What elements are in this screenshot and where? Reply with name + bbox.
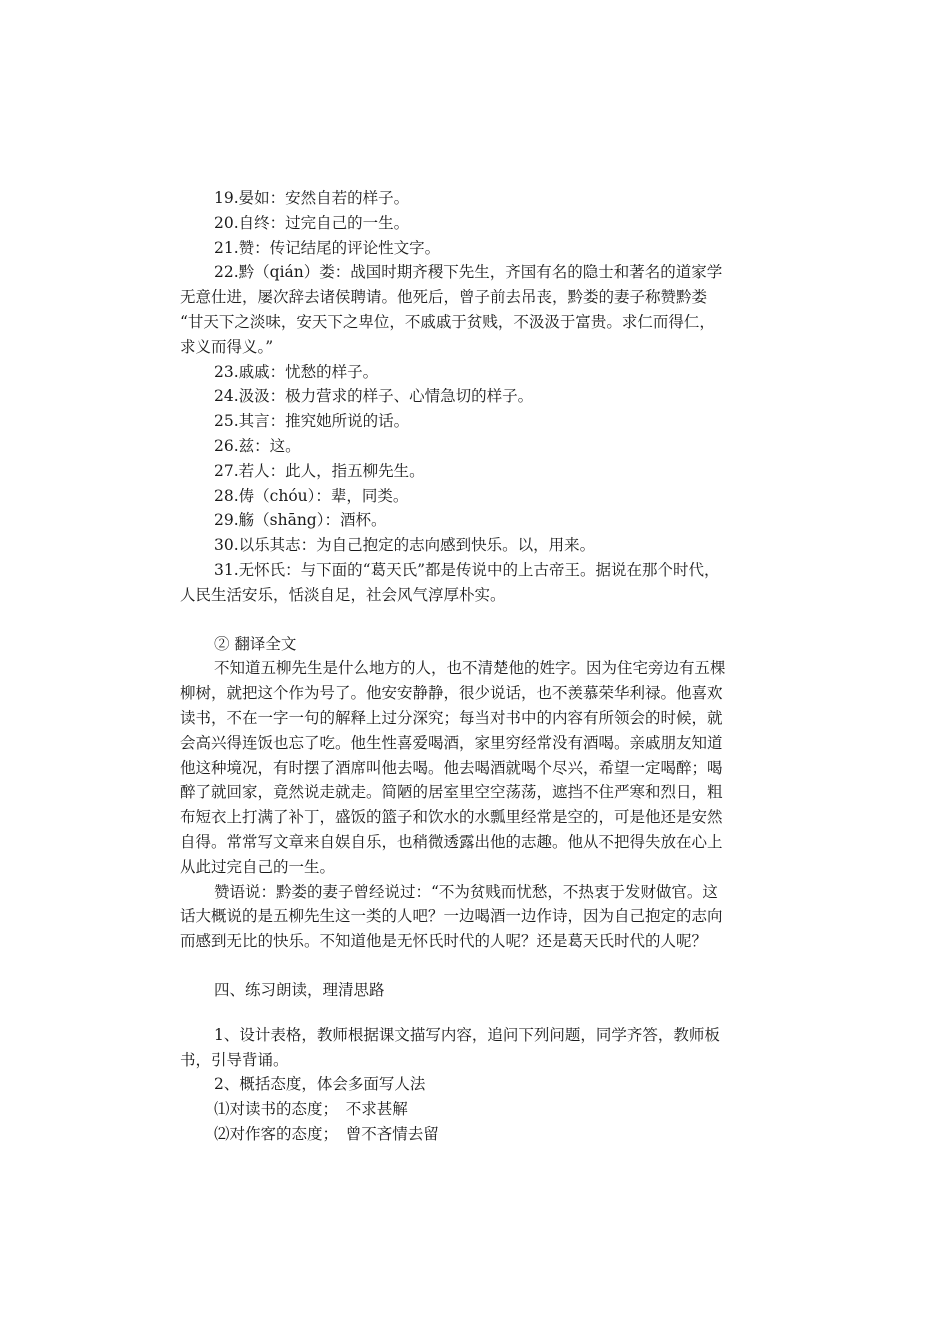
note-26: [180, 434, 780, 459]
spacer: [180, 954, 780, 978]
sub-item: ⑵对作客的态度； 曾不吝情去留: [214, 1124, 439, 1143]
note-27: [180, 459, 780, 484]
note-line: 22.黔（qián）娄：战国时期齐稷下先生，齐国有名的隐士和著名的道家学: [214, 263, 723, 282]
paragraph-line: 话大概说的是五柳先生这一类的人吧？一边喝酒一边作诗，因为自己抱定的志向: [180, 907, 723, 926]
note-line: “甘天下之淡味，安天下之卑位，不戚戚于贫贱，不汲汲于富贵。求仁而得仁，: [180, 312, 715, 331]
note-line: 27.若人：此人，指五柳先生。: [214, 461, 425, 480]
list-item: 2、概括态度，体会多面写人法: [214, 1075, 426, 1094]
paragraph-line: 会高兴得连饭也忘了吃。他生性喜爱喝酒，家里穷经常没有酒喝。亲戚朋友知道: [180, 733, 723, 752]
note-25: [180, 409, 780, 434]
paragraph-line: 醉了就回家，竟然说走就走。简陋的居室里空空荡荡，遮挡不住严寒和烈日，粗: [180, 783, 723, 802]
note-line: 25.其言：推究她所说的话。: [214, 412, 410, 431]
note-line: 19.晏如：安然自若的样子。: [214, 189, 410, 207]
list-item: 1、设计表格，教师根据课文描写内容，追问下列问题，同学齐答，教师板: [214, 1025, 720, 1044]
translation-paragraph-1: [180, 656, 780, 879]
paragraph-line: 他这种境况，有时摆了酒席叫他去喝。他去喝酒就喝个尽兴，希望一定喝醉；喝: [180, 758, 723, 777]
note-20: [180, 211, 780, 236]
note-31: [180, 558, 780, 608]
list-item-continuation: 书，引导背诵。: [180, 1050, 289, 1069]
note-30: [180, 533, 780, 558]
note-21: [180, 236, 780, 261]
note-24: [180, 384, 780, 409]
paragraph-line: 柳树，就把这个作为号了。他安安静静，很少说话，也不羡慕荣华利禄。他喜欢: [180, 684, 723, 703]
note-line: 23.戚戚：忧愁的样子。: [214, 362, 379, 381]
note-line: 21.赞：传记结尾的评论性文字。: [214, 238, 441, 257]
section-heading: 四、练习朗读，理清思路: [214, 980, 385, 999]
paragraph-line: 赞语说：黔娄的妻子曾经说过：“不为贫贱而忧愁，不热衷于发财做官。这: [214, 882, 718, 901]
spacer: [180, 608, 780, 632]
paragraph-line: 读书，不在一字一句的解释上过分深究；每当对书中的内容有所领会的时候，就: [180, 708, 723, 727]
note-line: 29.觞（shāng）：酒杯。: [214, 511, 387, 530]
note-line: 26.兹：这。: [214, 436, 301, 455]
note-line: 24.汲汲：极力营求的样子、心情急切的样子。: [214, 387, 534, 406]
note-19: [180, 186, 780, 211]
paragraph-line: 从此过完自己的一生。: [180, 857, 336, 876]
document-page: [180, 186, 780, 1147]
note-line: 28.俦（chóu）：辈，同类。: [214, 486, 409, 505]
note-line: 30.以乐其志：为自己抱定的志向感到快乐。以，用来。: [214, 536, 596, 555]
note-22: [180, 260, 780, 359]
note-28: [180, 484, 780, 509]
annotation-list: [180, 186, 780, 608]
translation-section: [180, 632, 780, 954]
note-line: 31.无怀氏：与下面的“葛天氏”都是传说中的上古帝王。据说在那个时代，: [214, 560, 720, 579]
note-23: [180, 360, 780, 385]
paragraph-line: 自得。常常写文章来自娱自乐，也稍微透露出他的志趣。他从不把得失放在心上: [180, 832, 723, 851]
note-29: [180, 508, 780, 533]
note-line: 人民生活安乐，恬淡自足，社会风气淳厚朴实。: [180, 585, 506, 604]
note-line: 20.自终：过完自己的一生。: [214, 213, 410, 232]
section-four: [180, 978, 780, 1147]
sub-item: ⑴对读书的态度； 不求甚解: [214, 1100, 408, 1119]
translation-paragraph-2: [180, 880, 780, 954]
section-heading: ② 翻译全文: [214, 634, 297, 653]
paragraph-line: 不知道五柳先生是什么地方的人，也不清楚他的姓字。因为住宅旁边有五棵: [214, 659, 726, 678]
note-line: 无意仕进，屡次辞去诸侯聘请。他死后，曾子前去吊丧，黔娄的妻子称赞黔娄: [180, 288, 708, 307]
spacer: [180, 1003, 780, 1023]
note-line: 求义而得义。”: [180, 337, 274, 356]
paragraph-line: 布短衣上打满了补丁，盛饭的篮子和饮水的水瓢里经常是空的，可是他还是安然: [180, 808, 723, 827]
paragraph-line: 而感到无比的快乐。不知道他是无怀氏时代的人呢？还是葛天氏时代的人呢？: [180, 932, 708, 951]
